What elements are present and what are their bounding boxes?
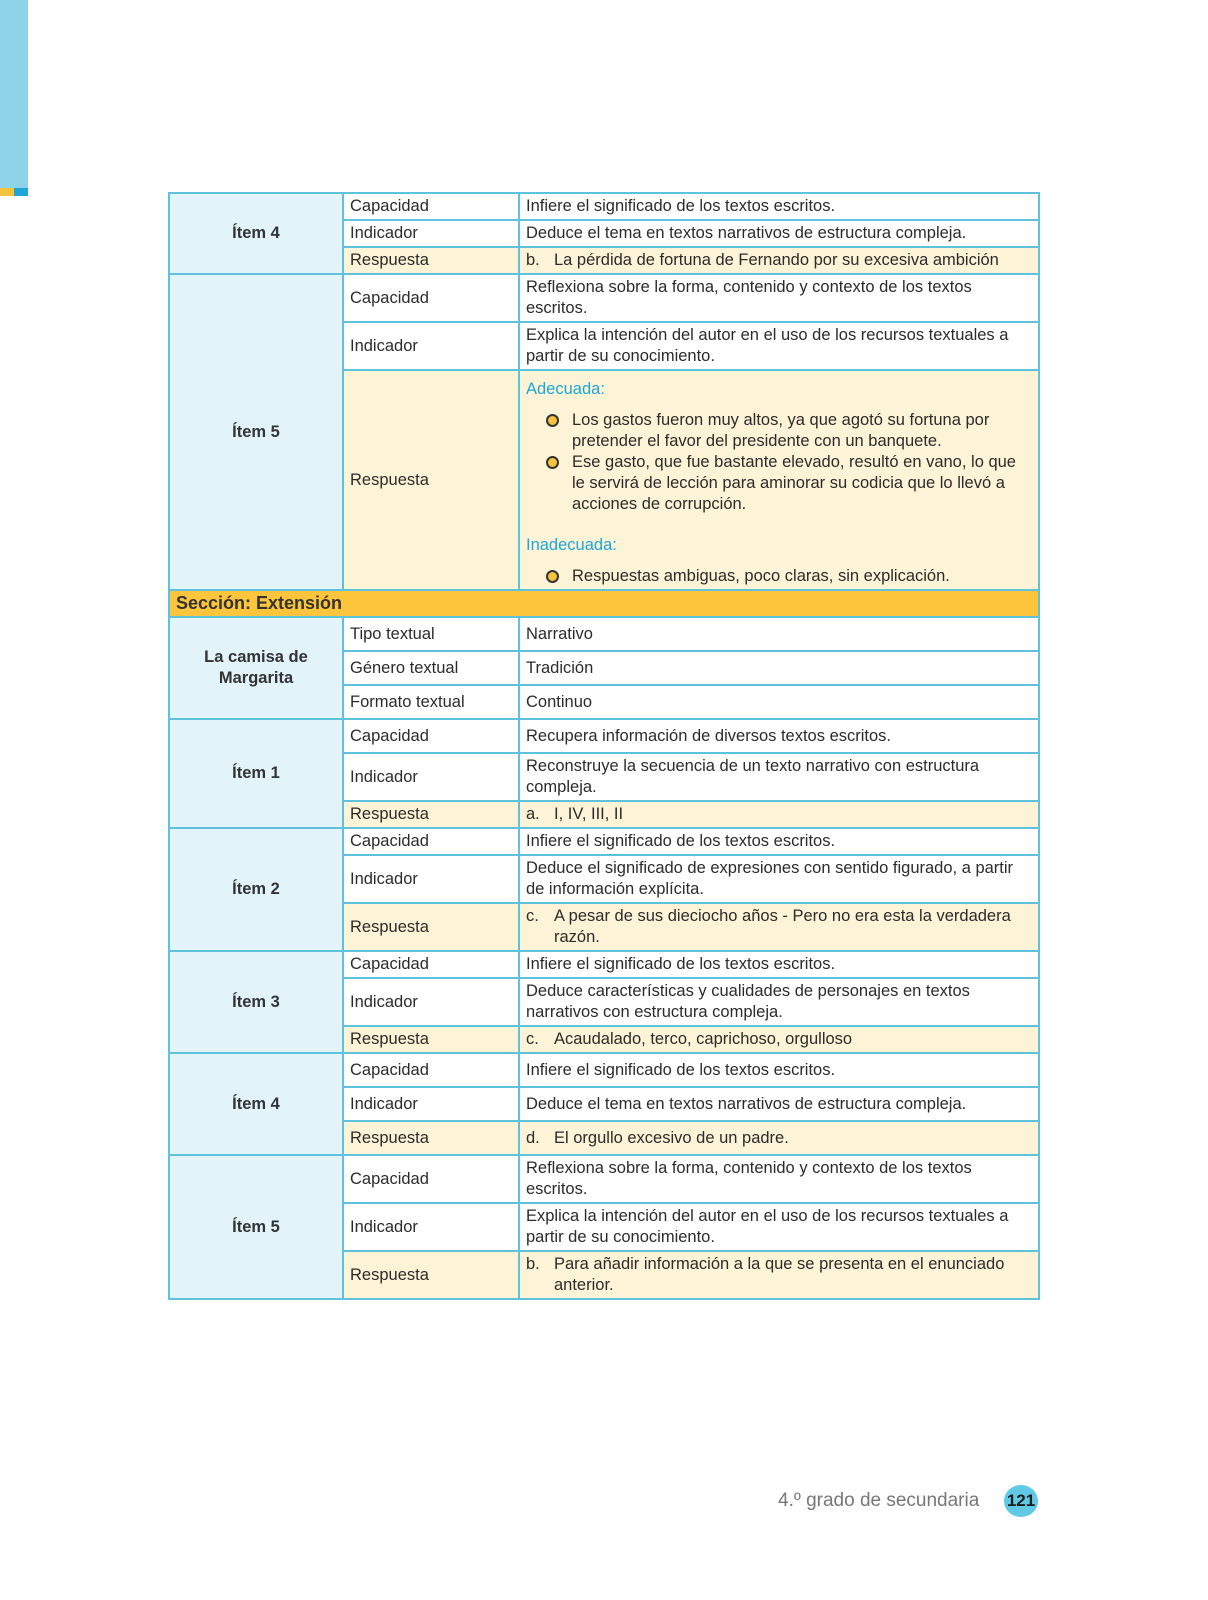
list-item-text: Los gastos fueron muy altos, ya que agotó su fortuna por pretender el favor del presidente con un banquete. [572,411,990,450]
row-label: Capacidad [343,719,519,753]
row-label: Capacidad [343,951,519,978]
row-value: Infiere el significado de los textos escritos. [519,951,1039,978]
answer-letter: b. [526,251,540,269]
list-item [546,566,1032,587]
row-label: Indicador [343,220,519,247]
answer-letter: c. [526,907,539,925]
list-item [546,410,1032,452]
row-label: Tipo textual [343,617,519,651]
page-number: 121 [1004,1485,1038,1517]
answer-letter: a. [526,805,540,823]
row-label: Indicador [343,1203,519,1251]
section-row [169,590,1039,617]
answer-value [519,1251,1039,1299]
row-value: Deduce el tema en textos narrativos de estructura compleja. [519,1087,1039,1121]
list-item-text: Respuestas ambiguas, poco claras, sin explicación. [572,567,950,585]
side-accent-strip-blue [14,188,28,196]
row-value: Infiere el significado de los textos escritos. [519,1053,1039,1087]
row-label: Respuesta [343,1026,519,1053]
row-label: Indicador [343,1087,519,1121]
adecuada-heading: Adecuada: [526,380,605,398]
answer-value [519,370,1039,590]
section-title: Sección: Extensión [169,590,1039,617]
text-name: La camisa de Margarita [169,617,343,719]
answer-value [519,247,1039,274]
row-value: Deduce el significado de expresiones con sentido figurado, a partir de información explícita. [519,855,1039,903]
answer-value [519,801,1039,828]
row-value: Infiere el significado de los textos escritos. [519,828,1039,855]
row-value: Tradición [519,651,1039,685]
row-value: Reflexiona sobre la forma, contenido y contexto de los textos escritos. [519,1155,1039,1203]
table-row [169,828,1039,855]
row-value: Deduce características y cualidades de personajes en textos narrativos con estructura compleja. [519,978,1039,1026]
row-value: Infiere el significado de los textos escritos. [519,193,1039,220]
row-value: Deduce el tema en textos narrativos de estructura compleja. [519,220,1039,247]
item-title: Ítem 4 [169,1053,343,1155]
table-row [169,274,1039,322]
row-label: Indicador [343,753,519,801]
table-row [169,617,1039,651]
row-label: Indicador [343,322,519,370]
footer-grade: 4.º grado de secundaria [778,1490,980,1511]
bullet-icon [546,456,559,469]
answer-text: A pesar de sus dieciocho años - Pero no era esta la verdadera razón. [554,907,1011,946]
inadecuada-heading: Inadecuada: [526,536,617,554]
answer-text: El orgullo excesivo de un padre. [554,1128,789,1147]
answer-text: Acaudalado, terco, caprichoso, orgulloso [554,1030,853,1048]
answer-value [519,1026,1039,1053]
row-label: Respuesta [343,370,519,590]
item-title: Ítem 5 [169,1155,343,1299]
row-value: Reconstruye la secuencia de un texto narrativo con estructura compleja. [519,753,1039,801]
answer-text: Para añadir información a la que se presenta en el enunciado anterior. [554,1255,1005,1294]
row-label: Respuesta [343,247,519,274]
item-title: Ítem 3 [169,951,343,1053]
row-label: Respuesta [343,1121,519,1155]
item-title: Ítem 2 [169,828,343,951]
answer-value [519,903,1039,951]
row-label: Respuesta [343,1251,519,1299]
answer-value [519,1121,1039,1155]
row-value: Recupera información de diversos textos escritos. [519,719,1039,753]
row-label: Capacidad [343,193,519,220]
row-label: Respuesta [343,903,519,951]
list-item [546,452,1032,515]
bullet-icon [546,414,559,427]
table-row [169,719,1039,753]
row-value: Explica la intención del autor en el uso de los recursos textuales a partir de su conocimiento. [519,1203,1039,1251]
answer-text: La pérdida de fortuna de Fernando por su excesiva ambición [554,251,999,269]
answer-text: I, IV, III, II [554,805,624,823]
row-label: Género textual [343,651,519,685]
answer-letter: b. [526,1255,540,1273]
row-label: Indicador [343,855,519,903]
adecuada-list [526,410,1032,515]
row-label: Capacidad [343,274,519,322]
row-value: Narrativo [519,617,1039,651]
bullet-icon [546,570,559,583]
row-value: Explica la intención del autor en el uso de los recursos textuales a partir de su conocimiento. [519,322,1039,370]
item-title: Ítem 1 [169,719,343,828]
answer-letter: d. [526,1128,540,1147]
row-value: Reflexiona sobre la forma, contenido y contexto de los textos escritos. [519,274,1039,322]
table-row [169,1053,1039,1087]
side-accent-bar [0,0,28,188]
row-label: Formato textual [343,685,519,719]
answer-letter: c. [526,1030,539,1048]
inadecuada-list [526,566,1032,587]
row-label: Capacidad [343,1053,519,1087]
row-label: Indicador [343,978,519,1026]
row-label: Respuesta [343,801,519,828]
side-accent-strip-yellow [0,188,14,196]
item-title: Ítem 5 [169,274,343,590]
answer-key-table [168,192,1040,1300]
row-value: Continuo [519,685,1039,719]
row-label: Capacidad [343,1155,519,1203]
list-item-text: Ese gasto, que fue bastante elevado, resultó en vano, lo que le servirá de lección para aminorar su codicia que lo llevó a acciones de corrupción. [572,453,1016,513]
table-row [169,1155,1039,1203]
row-label: Capacidad [343,828,519,855]
item-title: Ítem 4 [169,193,343,274]
table-row [169,951,1039,978]
table-row [169,193,1039,220]
